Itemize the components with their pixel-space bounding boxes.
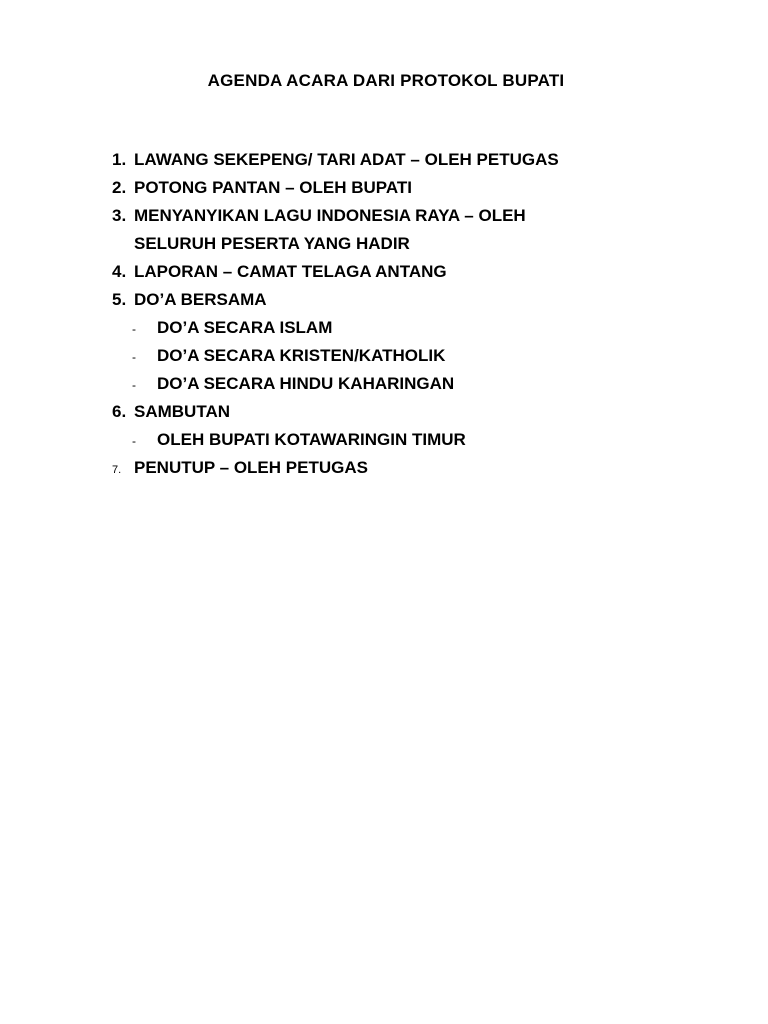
agenda-subitem: [112, 370, 672, 398]
item-text: LAPORAN – CAMAT TELAGA ANTANG: [134, 262, 447, 281]
item-text: PENUTUP – OLEH PETUGAS: [134, 458, 368, 477]
item-text: LAWANG SEKEPENG/ TARI ADAT – OLEH PETUGAS: [134, 150, 559, 169]
agenda-subitem: [112, 342, 672, 370]
item-number: 1.: [112, 150, 127, 169]
agenda-subitem: [112, 426, 672, 454]
item-number: 7.: [112, 464, 122, 476]
agenda-item: [112, 146, 672, 174]
agenda-item: [112, 286, 672, 314]
item-text: MENYANYIKAN LAGU INDONESIA RAYA – OLEH: [134, 206, 526, 225]
item-number: 4.: [112, 262, 127, 281]
dash-marker: -: [132, 350, 136, 364]
agenda-subitem: [112, 314, 672, 342]
item-text: DO’A BERSAMA: [134, 290, 267, 309]
agenda-list: [112, 146, 672, 482]
agenda-item: [112, 174, 672, 202]
dash-marker: -: [132, 434, 136, 448]
dash-marker: -: [132, 378, 136, 392]
subitem-text: DO’A SECARA KRISTEN/KATHOLIK: [157, 346, 446, 365]
subitem-text: DO’A SECARA ISLAM: [157, 318, 333, 337]
document-title: AGENDA ACARA DARI PROTOKOL BUPATI: [207, 71, 565, 90]
agenda-item: [112, 398, 672, 426]
agenda-item-continuation: [112, 230, 672, 258]
item-number: 6.: [112, 402, 127, 421]
agenda-item: [112, 202, 672, 230]
item-text: POTONG PANTAN – OLEH BUPATI: [134, 178, 412, 197]
item-number: 5.: [112, 290, 127, 309]
agenda-item: [112, 258, 672, 286]
item-text: SAMBUTAN: [134, 402, 231, 421]
subitem-text: DO’A SECARA HINDU KAHARINGAN: [157, 374, 455, 393]
item-number: 2.: [112, 178, 127, 197]
dash-marker: -: [132, 322, 136, 336]
subitem-text: OLEH BUPATI KOTAWARINGIN TIMUR: [157, 430, 466, 449]
item-text-continuation: SELURUH PESERTA YANG HADIR: [134, 234, 410, 253]
item-number: 3.: [112, 206, 127, 225]
agenda-item: [112, 454, 672, 482]
